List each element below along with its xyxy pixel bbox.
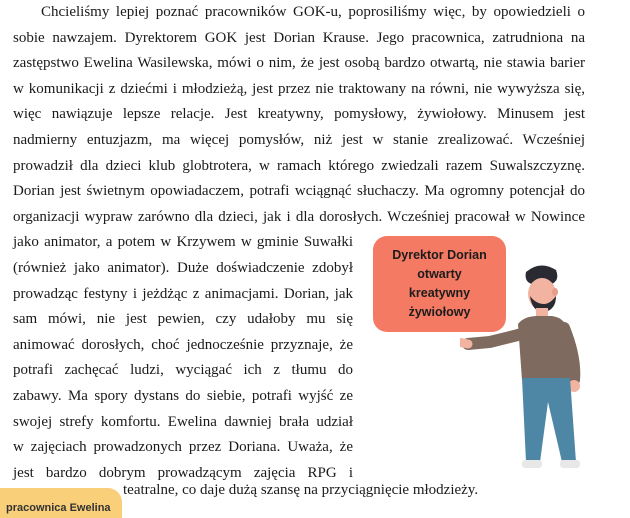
paragraph-line: teatralne, co daje dużą szansę na przyciągnięcie młodzieży. — [123, 482, 479, 498]
paragraph-line: nadmierny entuzjazm, ma więcej pomysłów, niż jest w stanie zrealizować. Wcześniej — [13, 132, 585, 148]
paragraph-line: w komunikacji z dziećmi i młodzieżą, jest przez nie traktowany na równi, nie wywyższa się, — [13, 80, 585, 97]
paragraph-line: prowadził dla dzieci klub globtrotera, w ramach którego zwiedzali razem Suwalszczyznę. — [13, 157, 585, 174]
paragraph-line: Dorian jest świetnym opowiadaczem, potrafi wciągnąć słuchaczy. Ma ogromny potencjał do — [13, 183, 585, 200]
paragraph-line: Chcieliśmy lepiej poznać pracowników GOK-u, poprosiliśmy więc, by opowiedzieli o — [41, 4, 585, 20]
paragraph-line: (również jako animator). Duże doświadczenie zdobył — [13, 260, 353, 276]
bubble-trait: otwarty — [417, 267, 462, 281]
paragraph-line: animować dorosłych, choć jednocześnie przyznaje, że — [13, 336, 353, 353]
paragraph-line: potrafi zachęcać ludzi, wyciągać ich z tłumu do — [13, 362, 353, 379]
paragraph-line: więc nawiązuje lepsze relacje. Jest kreatywny, pomysłowy, żywiołowy. Minusem jest — [13, 106, 585, 123]
paragraph-line: jest bardzo dobrym prowadzącym zajęcia RPG i — [13, 464, 353, 481]
paragraph-line: sam mówi, nie jest pewien, czy udałoby mu się — [13, 311, 353, 328]
paragraph-line: w zajęciach prowadzonych przez Doriana. Uważa, że — [13, 439, 353, 456]
paragraph-line: zabawy. Ma spory dystans do siebie, potrafi wyjść ze — [13, 388, 353, 404]
paragraph-line: swojej strefy komfortu. Ewelina dawniej brała udział — [13, 413, 353, 430]
paragraph-line: sobie nawzajem. Dyrektorem GOK jest Dorian Krause. Jego pracownica, zatrudniona na — [13, 29, 585, 46]
paragraph-line: zastępstwo Ewelina Wasilewska, mówi o nim, że jest osobą bardzo otwartą, nie stawia barier — [13, 55, 585, 72]
bubble-trait: kreatywny — [408, 286, 471, 300]
paragraph-line: jako animator, a potem w Krzywem w gminie Suwałki — [13, 234, 353, 251]
bubble-trait: żywiołowy — [408, 305, 471, 319]
paragraph-line: prowadząc festyny i jeżdżąc z animacjami. Dorian, jak — [13, 285, 353, 302]
bubble-title: Dyrektor Dorian — [392, 248, 487, 262]
bottom-tab — [0, 488, 122, 518]
man-illustration — [460, 262, 590, 472]
paragraph-line: organizacji wypraw zarówno dla dzieci, jak i dla dorosłych. Wcześniej pracował w Nowince — [13, 208, 585, 225]
bottom-tab-label: pracownica Ewelina — [6, 502, 111, 514]
